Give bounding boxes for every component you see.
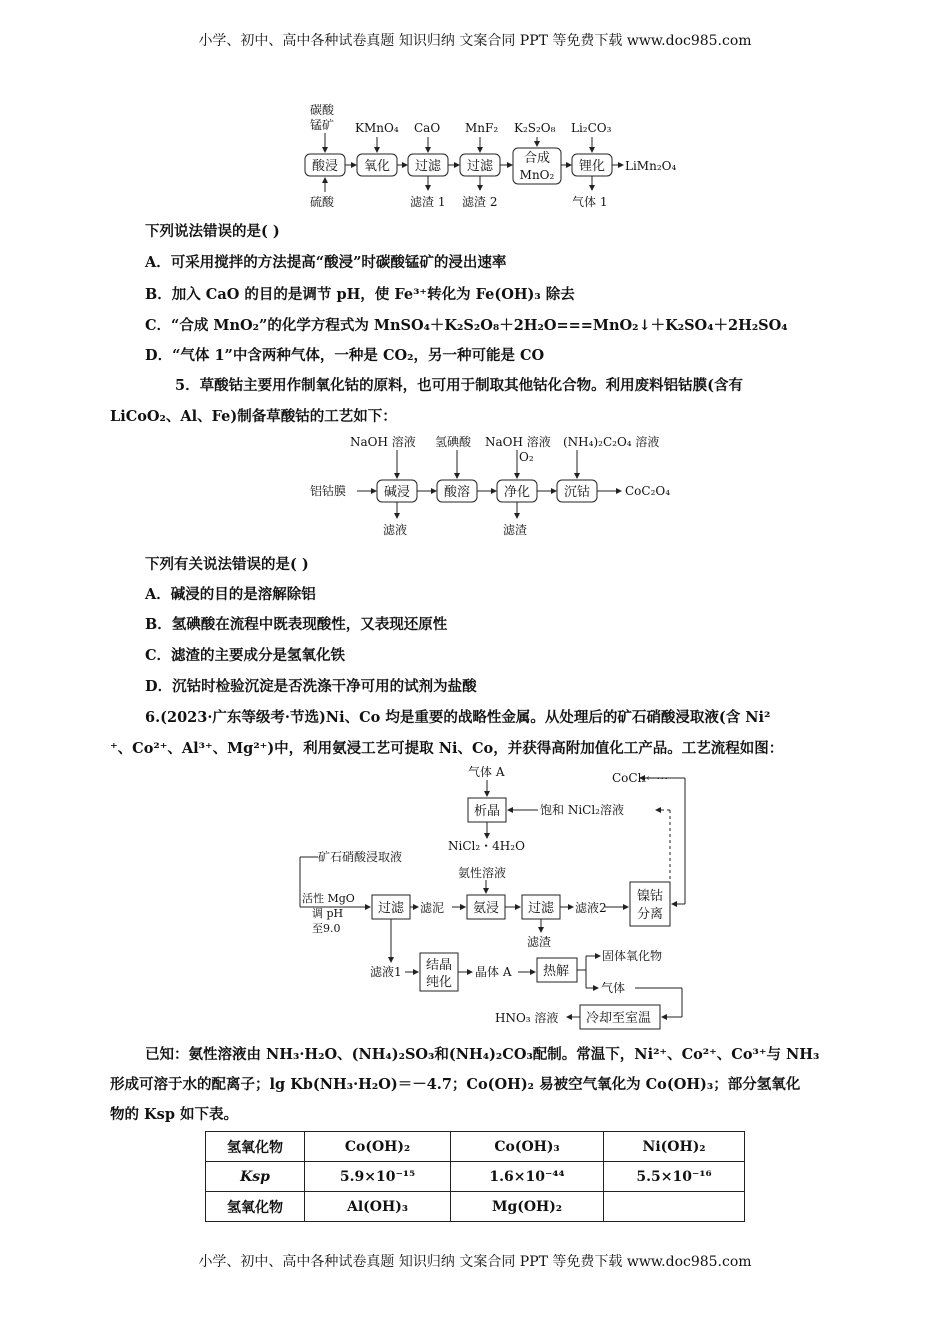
label-ore-liquid: 矿石硝酸浸取液	[318, 850, 403, 864]
box-sep2: 分离	[637, 907, 664, 922]
table-cell: Ni(OH)₂	[604, 1132, 745, 1162]
box-purify-b: 纯化	[426, 975, 453, 990]
label-filtrate2: 滤液2	[575, 901, 607, 915]
box-filter-a: 过滤	[378, 901, 405, 916]
label-mgo3: 至9.0	[312, 922, 341, 935]
flow-diagram-3	[290, 760, 695, 1032]
table-row	[206, 1132, 745, 1162]
label-cao: CaO	[414, 121, 441, 135]
q6-known-line2: 形成可溶于水的配离子；lg Kb(NH₃·H₂O)＝－4.7；Co(OH)₂ 易被空气氧化为 Co(OH)₃；部分氢氧化	[110, 1076, 801, 1093]
page-header: 小学、初中、高中各种试卷真题 知识归纳 文案合同 PPT 等免费下载 www.doc985.com	[198, 33, 752, 49]
label-naoh2: NaOH 溶液	[485, 435, 551, 449]
q5-stem-line1: 5．草酸钴主要用作制氧化钴的原料，也可用于制取其他钴化合物。利用废料铝钴膜(含有	[175, 377, 743, 394]
label-mgo2: 调 pH	[312, 907, 344, 920]
label-residue: 滤渣	[503, 523, 528, 537]
q5-option-d: D．沉钴时检验沉淀是否洗涤干净可用的试剂为盐酸	[145, 678, 477, 695]
table-cell: 5.5×10⁻¹⁶	[604, 1162, 745, 1192]
label-residue-b: 滤渣	[527, 935, 552, 949]
label-crystal-a: 晶体 A	[475, 965, 512, 979]
box-synth2: MnO₂	[519, 168, 555, 182]
box-filter-b: 过滤	[528, 901, 555, 916]
ksp-table	[205, 1131, 745, 1222]
label-o2: O₂	[519, 450, 534, 464]
label-nicl2-sat: 饱和 NiCl₂溶液	[540, 803, 624, 817]
table-cell: Co(OH)₂	[305, 1132, 451, 1162]
q4-option-c: C．“合成 MnO₂”的化学方程式为 MnSO₄＋K₂S₂O₈＋2H₂O===MnO₂↓＋K₂SO₄＋2H₂SO₄	[145, 317, 788, 334]
box-sep1: 镍钴	[637, 889, 664, 904]
q5-option-a: A．碱浸的目的是溶解除铝	[145, 586, 316, 603]
box-acid-leach: 酸浸	[311, 159, 339, 174]
table-row	[206, 1192, 745, 1222]
label-cocl2: CoCl₂←⋯	[612, 771, 669, 785]
box-filter2: 过滤	[466, 159, 494, 174]
table-cell: Ksp	[206, 1162, 305, 1192]
label-hi: 氢碘酸	[435, 435, 472, 449]
label-mgo1: 活性 MgO	[302, 892, 355, 905]
label-carbonate2: 锰矿	[310, 118, 335, 132]
label-solid-oxide: 固体氧化物	[602, 949, 663, 963]
q5-option-b: B．氢碘酸在流程中既表现酸性，又表现还原性	[145, 616, 448, 633]
label-filtrate: 滤液	[383, 523, 408, 537]
table-cell: 5.9×10⁻¹⁵	[305, 1162, 451, 1192]
q4-option-d: D．“气体 1”中含两种气体，一种是 CO₂，另一种可能是 CO	[145, 347, 545, 364]
label-li2co3: Li₂CO₃	[571, 121, 612, 135]
label-gas: 气体	[601, 981, 626, 995]
box-oxidize: 氧化	[363, 159, 391, 174]
box-lithiate: 锂化	[578, 159, 606, 174]
table-cell: Al(OH)₃	[305, 1192, 451, 1222]
box-synth1: 合成	[523, 151, 551, 166]
q6-stem-line2: ⁺、Co²⁺、Al³⁺、Mg²⁺)中，利用氨浸工艺可提取 Ni、Co，并获得高附加值化工产品。工艺流程如图：	[110, 740, 784, 757]
table-cell: 氢氧化物	[206, 1132, 305, 1162]
label-k2s2o8: K₂S₂O₈	[514, 121, 556, 135]
box-pyrolysis: 热解	[543, 964, 570, 979]
label-gas-a: 气体 A	[468, 765, 505, 779]
box-precipitate: 沉钴	[563, 485, 591, 500]
label-oxalate: (NH₄)₂C₂O₄ 溶液	[563, 435, 660, 449]
box-filter1: 过滤	[414, 159, 442, 174]
table-cell: 1.6×10⁻⁴⁴	[451, 1162, 604, 1192]
table-cell: Co(OH)₃	[451, 1132, 604, 1162]
box-ammonia-leach: 氨浸	[473, 901, 500, 916]
label-naoh1: NaOH 溶液	[350, 435, 416, 449]
label-product: LiMn₂O₄	[625, 159, 677, 173]
box-crystallize: 析晶	[474, 804, 501, 819]
label-gas1: 气体 1	[572, 195, 608, 209]
box-alkali-leach: 碱浸	[383, 485, 411, 500]
q6-known-line3: 物的 Ksp 如下表。	[110, 1106, 239, 1123]
page-footer: 小学、初中、高中各种试卷真题 知识归纳 文案合同 PPT 等免费下载 www.doc985.com	[198, 1254, 752, 1270]
q4-option-a: A．可采用搅拌的方法提高“酸浸”时碳酸锰矿的浸出速率	[145, 254, 507, 271]
label-kmno4: KMnO₄	[355, 121, 399, 135]
table-cell: 氢氧化物	[206, 1192, 305, 1222]
q6-known-line1: 已知：氨性溶液由 NH₃·H₂O、(NH₄)₂SO₃和(NH₄)₂CO₃配制。常温下，Ni²⁺、Co²⁺、Co³⁺与 NH₃	[145, 1046, 820, 1063]
box-acid-dissolve: 酸溶	[443, 485, 471, 500]
flow-diagram-2	[305, 430, 685, 542]
label-product2: CoC₂O₄	[625, 484, 671, 498]
label-residue1: 滤渣 1	[410, 195, 446, 209]
label-filtrate1: 滤液1	[370, 965, 402, 979]
q4-option-b: B．加入 CaO 的目的是调节 pH，使 Fe³⁺转化为 Fe(OH)₃ 除去	[145, 286, 575, 303]
flow-diagram-1	[300, 100, 690, 215]
label-residue2: 滤渣 2	[462, 195, 498, 209]
q5-stem-line2: LiCoO₂、Al、Fe)制备草酸钴的工艺如下：	[110, 408, 397, 425]
q4-stem: 下列说法错误的是( )	[145, 223, 280, 240]
label-mnf2: MnF₂	[465, 121, 499, 135]
box-purify-a: 结晶	[426, 958, 453, 973]
q5-question: 下列有关说法错误的是( )	[145, 556, 309, 573]
table-row	[206, 1162, 745, 1192]
label-sulfuric: 硫酸	[310, 195, 335, 209]
q6-stem-line1: 6.(2023·广东等级考·节选)Ni、Co 均是重要的战略性金属。从处理后的矿石硝酸浸取液(含 Ni²	[145, 709, 771, 726]
box-purify: 净化	[503, 485, 531, 500]
table-cell: Mg(OH)₂	[451, 1192, 604, 1222]
box-cool: 冷却至室温	[586, 1011, 652, 1026]
label-carbonate1: 碳酸	[310, 103, 335, 117]
q5-option-c: C．滤渣的主要成分是氢氧化铁	[145, 647, 346, 664]
label-hno3: HNO₃ 溶液	[495, 1011, 559, 1025]
table-cell	[604, 1192, 745, 1222]
label-ammonia-sol: 氨性溶液	[458, 866, 507, 880]
label-nicl2-hydrate: NiCl₂・4H₂O	[448, 839, 525, 853]
label-mud: 滤泥	[420, 901, 445, 915]
label-start: 铝钴膜	[310, 484, 347, 498]
